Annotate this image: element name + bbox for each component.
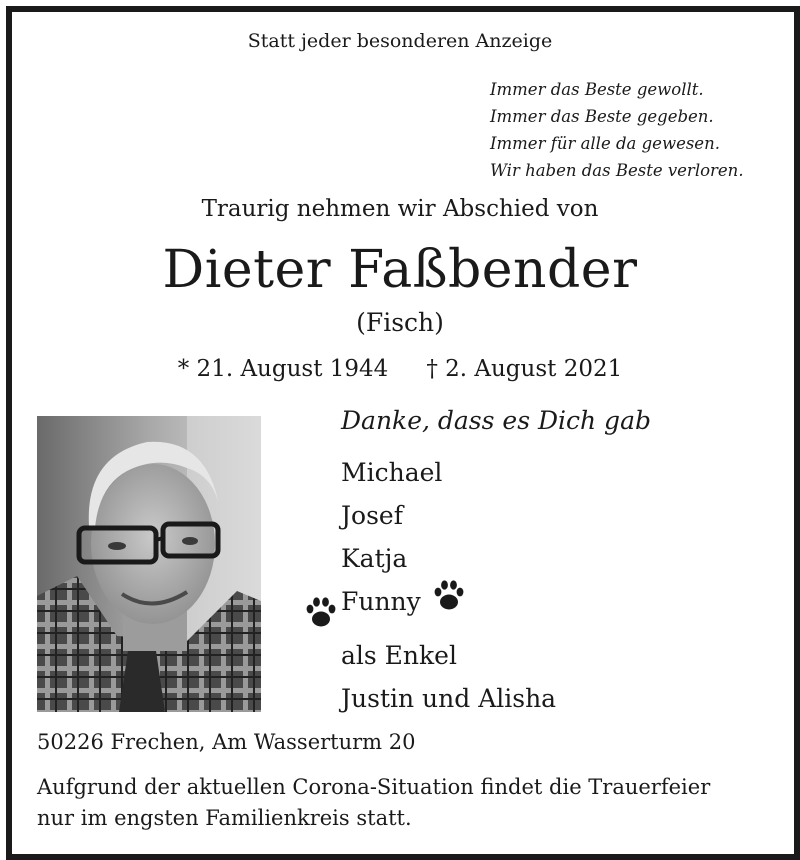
header-text: Statt jeder besonderen Anzeige	[247, 30, 553, 52]
birth-date: * 21. August 1944	[177, 356, 389, 382]
grandchildren-label: als Enkel	[341, 641, 457, 670]
family-member: Funny	[341, 587, 421, 616]
corona-notice	[37, 772, 710, 834]
portrait-photo	[37, 416, 261, 712]
thanks-line: Danke, dass es Dich gab	[341, 406, 651, 435]
family-member: Josef	[341, 501, 403, 530]
poem-line: Wir haben das Beste verloren.	[490, 161, 744, 180]
deceased-nickname: (Fisch)	[356, 308, 444, 337]
paw-print-icon	[304, 595, 338, 629]
deceased-name: Dieter Faßbender	[162, 240, 638, 300]
intro-text: Traurig nehmen wir Abschied von	[201, 196, 599, 222]
grandchildren-names: Justin und Alisha	[341, 684, 557, 713]
poem-line: Immer das Beste gewollt.	[490, 80, 704, 99]
paw-print-icon	[432, 578, 466, 612]
poem-line: Immer das Beste gegeben.	[490, 107, 714, 126]
address: 50226 Frechen, Am Wasserturm 20	[37, 730, 416, 754]
poem	[490, 76, 744, 184]
death-date: † 2. August 2021	[426, 356, 623, 382]
family-member: Michael	[341, 458, 443, 487]
poem-line: Immer für alle da gewesen.	[490, 134, 720, 153]
life-dates	[0, 356, 800, 382]
family-member: Katja	[341, 544, 408, 573]
notice-line: nur im engsten Familienkreis statt.	[37, 806, 412, 830]
notice-line: Aufgrund der aktuellen Corona-Situation findet die Trauerfeier	[37, 775, 711, 799]
